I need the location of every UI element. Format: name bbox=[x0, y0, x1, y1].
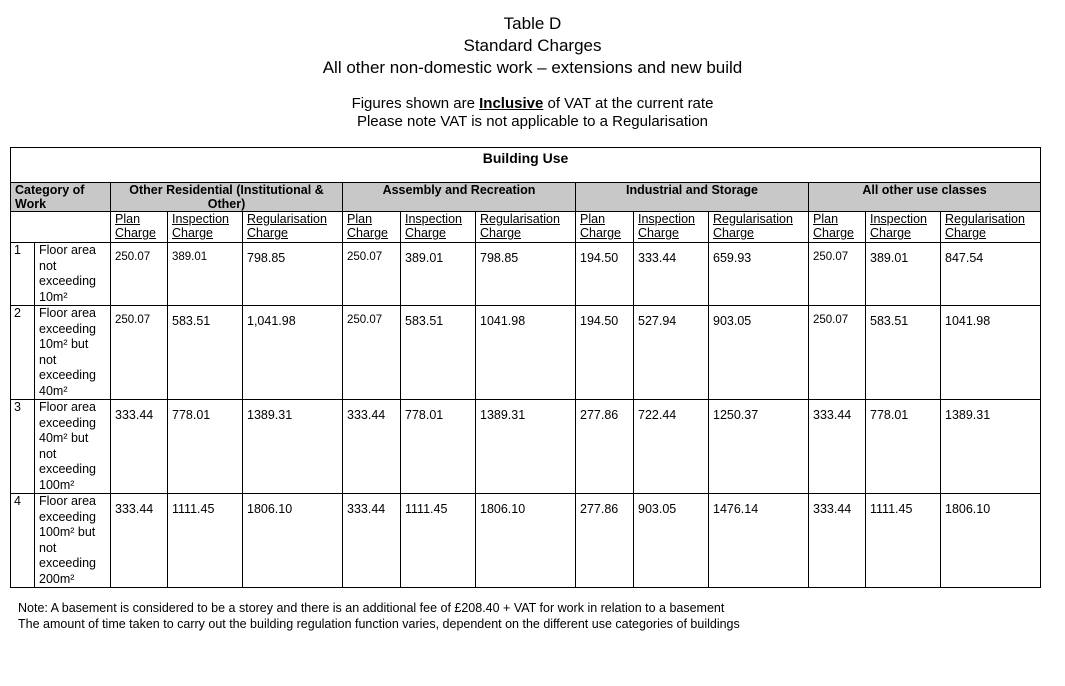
building-use-header: Building Use bbox=[11, 148, 1041, 183]
regularisation-charge-cell: 1806.10 bbox=[476, 494, 576, 588]
plan-charge-cell: 250.07 bbox=[343, 243, 401, 306]
title-line-2: Standard Charges bbox=[463, 36, 602, 55]
inspection-charge-cell: 1111.45 bbox=[401, 494, 476, 588]
plan-charge-cell: 333.44 bbox=[343, 400, 401, 494]
inspection-charge-cell: 389.01 bbox=[866, 243, 941, 306]
regularisation-charge-cell: 847.54 bbox=[941, 243, 1041, 306]
inspection-charge-cell: 778.01 bbox=[401, 400, 476, 494]
sub-header-plan: Plan Charge bbox=[809, 212, 866, 243]
regularisation-charge-cell: 903.05 bbox=[709, 306, 809, 400]
sub-header-inspection: Inspection Charge bbox=[866, 212, 941, 243]
plan-charge-cell: 250.07 bbox=[809, 243, 866, 306]
group-header-residential: Other Residential (Institutional & Other) bbox=[111, 183, 343, 212]
plan-charge-cell: 250.07 bbox=[111, 306, 168, 400]
inspection-charge-cell: 389.01 bbox=[168, 243, 243, 306]
regularisation-charge-cell: 798.85 bbox=[243, 243, 343, 306]
plan-charge-cell: 250.07 bbox=[111, 243, 168, 306]
plan-charge-cell: 277.86 bbox=[576, 494, 634, 588]
sub-header-plan: Plan Charge bbox=[576, 212, 634, 243]
table-row bbox=[11, 400, 1041, 494]
vat-prefix: Figures shown are bbox=[351, 95, 480, 112]
plan-charge-cell: 194.50 bbox=[576, 243, 634, 306]
inspection-charge-cell: 778.01 bbox=[866, 400, 941, 494]
regularisation-charge-cell: 1389.31 bbox=[476, 400, 576, 494]
inspection-charge-cell: 583.51 bbox=[866, 306, 941, 400]
vat-note-line-1 bbox=[0, 95, 1065, 113]
title-line-3: All other non-domestic work – extensions and new build bbox=[322, 58, 743, 77]
regularisation-charge-cell: 1806.10 bbox=[941, 494, 1041, 588]
inspection-charge-cell: 1111.45 bbox=[866, 494, 941, 588]
footnotes bbox=[18, 600, 740, 632]
inspection-charge-cell: 778.01 bbox=[168, 400, 243, 494]
regularisation-charge-cell: 1476.14 bbox=[709, 494, 809, 588]
inspection-charge-cell: 583.51 bbox=[401, 306, 476, 400]
plan-charge-cell: 333.44 bbox=[111, 494, 168, 588]
inspection-charge-cell: 1111.45 bbox=[168, 494, 243, 588]
plan-charge-cell: 333.44 bbox=[809, 494, 866, 588]
row-number: 4 bbox=[11, 494, 35, 588]
sub-header-plan: Plan Charge bbox=[111, 212, 168, 243]
vat-suffix: of VAT at the current rate bbox=[543, 95, 714, 112]
regularisation-charge-cell: 1,041.98 bbox=[243, 306, 343, 400]
group-header-assembly: Assembly and Recreation bbox=[343, 183, 576, 212]
plan-charge-cell: 333.44 bbox=[809, 400, 866, 494]
regularisation-charge-cell: 1041.98 bbox=[941, 306, 1041, 400]
table-row bbox=[11, 494, 1041, 588]
page-title bbox=[0, 13, 1065, 79]
regularisation-charge-cell: 1041.98 bbox=[476, 306, 576, 400]
sub-header-inspection: Inspection Charge bbox=[401, 212, 476, 243]
footnote-time: The amount of time taken to carry out the building regulation function varies, dependent on the different use categories of buildings bbox=[18, 617, 740, 631]
charges-table bbox=[10, 147, 1041, 588]
inspection-charge-cell: 722.44 bbox=[634, 400, 709, 494]
row-description: Floor area not exceeding 10m² bbox=[35, 243, 111, 306]
inspection-charge-cell: 333.44 bbox=[634, 243, 709, 306]
group-header-other: All other use classes bbox=[809, 183, 1041, 212]
sub-header-regularisation: Regularisation Charge bbox=[243, 212, 343, 243]
plan-charge-cell: 194.50 bbox=[576, 306, 634, 400]
sub-header-inspection: Inspection Charge bbox=[634, 212, 709, 243]
inspection-charge-cell: 389.01 bbox=[401, 243, 476, 306]
row-number: 1 bbox=[11, 243, 35, 306]
sub-header-blank bbox=[11, 212, 111, 243]
footnote-basement: Note: A basement is considered to be a storey and there is an additional fee of £208.40 + VAT for work in relation to a basement bbox=[18, 601, 725, 615]
group-header-industrial: Industrial and Storage bbox=[576, 183, 809, 212]
vat-note-line-2: Please note VAT is not applicable to a Regularisation bbox=[356, 113, 709, 130]
sub-header-inspection: Inspection Charge bbox=[168, 212, 243, 243]
inspection-charge-cell: 903.05 bbox=[634, 494, 709, 588]
row-description: Floor area exceeding 40m² but not exceeding 100m² bbox=[35, 400, 111, 494]
sub-header-regularisation: Regularisation Charge bbox=[709, 212, 809, 243]
regularisation-charge-cell: 1250.37 bbox=[709, 400, 809, 494]
vat-note bbox=[0, 95, 1065, 131]
plan-charge-cell: 333.44 bbox=[111, 400, 168, 494]
vat-emphasis: Inclusive bbox=[479, 95, 544, 112]
plan-charge-cell: 250.07 bbox=[343, 306, 401, 400]
row-description: Floor area exceeding 10m² but not exceeding 40m² bbox=[35, 306, 111, 400]
plan-charge-cell: 250.07 bbox=[809, 306, 866, 400]
table-row bbox=[11, 306, 1041, 400]
category-header: Category of Work bbox=[11, 183, 111, 212]
regularisation-charge-cell: 1806.10 bbox=[243, 494, 343, 588]
regularisation-charge-cell: 1389.31 bbox=[941, 400, 1041, 494]
row-number: 2 bbox=[11, 306, 35, 400]
sub-header-regularisation: Regularisation Charge bbox=[941, 212, 1041, 243]
sub-header-plan: Plan Charge bbox=[343, 212, 401, 243]
inspection-charge-cell: 583.51 bbox=[168, 306, 243, 400]
sub-header-regularisation: Regularisation Charge bbox=[476, 212, 576, 243]
regularisation-charge-cell: 1389.31 bbox=[243, 400, 343, 494]
inspection-charge-cell: 527.94 bbox=[634, 306, 709, 400]
table-row bbox=[11, 243, 1041, 306]
row-description: Floor area exceeding 100m² but not exceeding 200m² bbox=[35, 494, 111, 588]
row-number: 3 bbox=[11, 400, 35, 494]
plan-charge-cell: 333.44 bbox=[343, 494, 401, 588]
regularisation-charge-cell: 659.93 bbox=[709, 243, 809, 306]
regularisation-charge-cell: 798.85 bbox=[476, 243, 576, 306]
plan-charge-cell: 277.86 bbox=[576, 400, 634, 494]
title-line-1: Table D bbox=[503, 14, 562, 33]
